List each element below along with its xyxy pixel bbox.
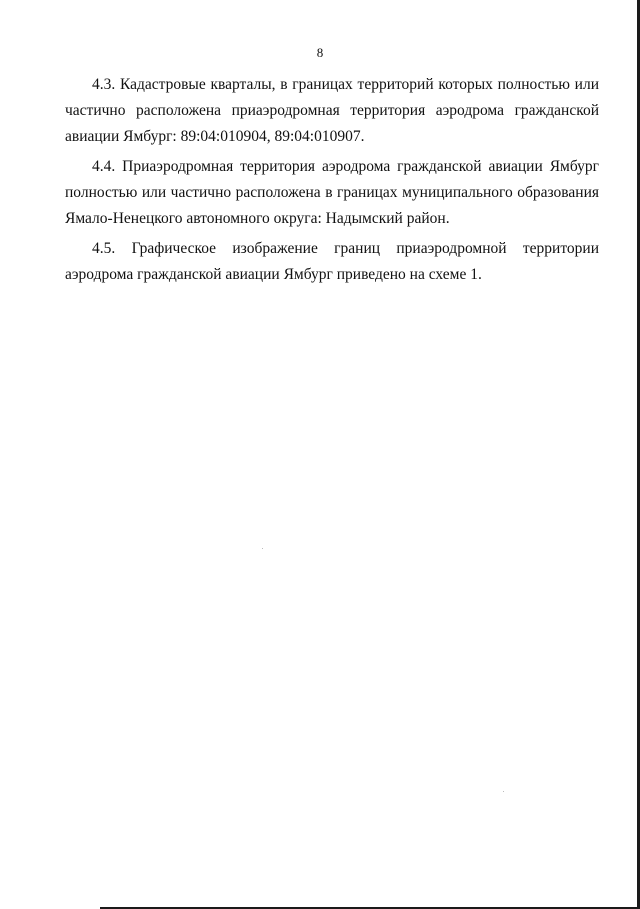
paragraph-4-4: 4.4. Приаэродромная территория аэродрома гражданской авиации Ямбург полностью или частично расположена в границах муниципального образования Ямало-Ненецкого автономного округа: Надымский район.: [65, 158, 599, 227]
paragraph-4-3: 4.3. Кадастровые кварталы, в границах территорий которых полностью или частично расположена приаэродромная территория аэродрома гражданской авиации Ямбург: 89:04:010904, 89:04:010907.: [65, 76, 599, 145]
paragraph-4-5: 4.5. Графическое изображение границ приаэродромной территории аэродрома гражданской авиации Ямбург приведено на схеме 1.: [65, 240, 599, 283]
document-body: [65, 72, 599, 292]
page-number: 8: [316, 45, 324, 60]
scan-speck: [503, 791, 504, 792]
scan-speck: [262, 548, 263, 549]
